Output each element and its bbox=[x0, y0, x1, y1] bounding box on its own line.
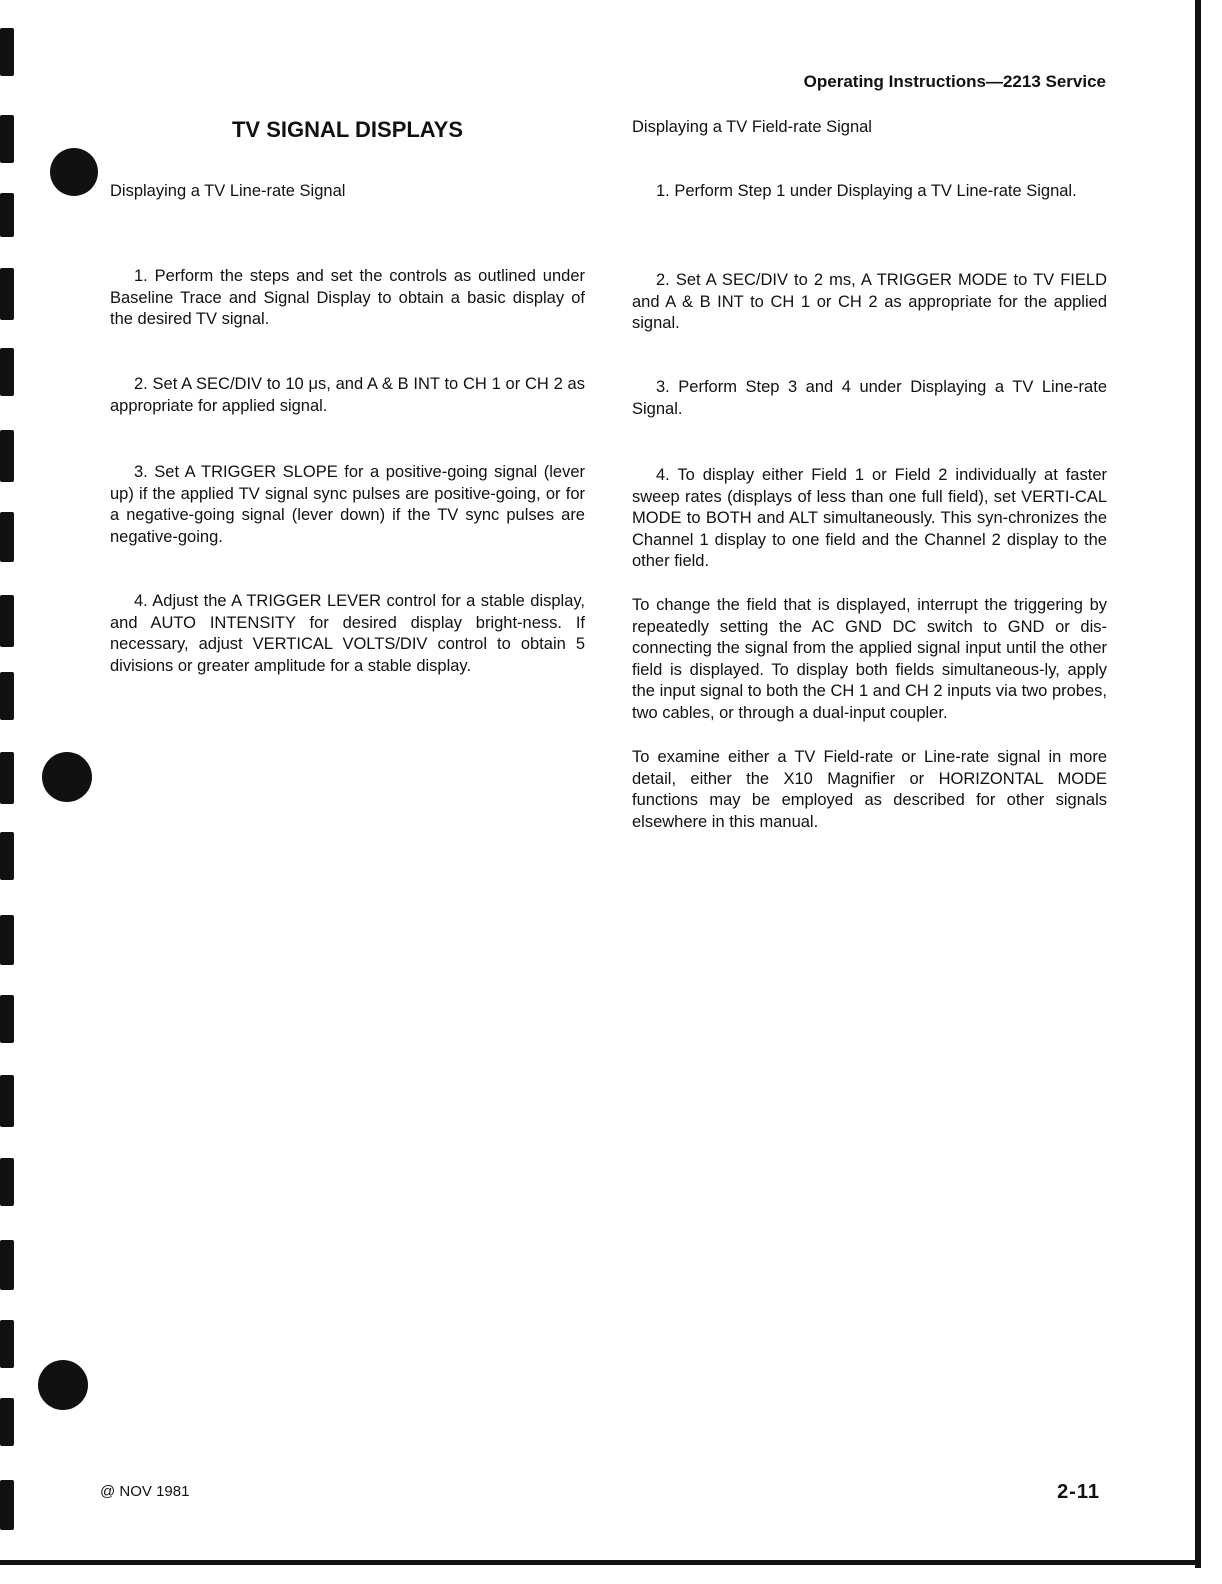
section-heading-line-rate: Displaying a TV Line-rate Signal bbox=[110, 182, 346, 200]
binder-mark bbox=[0, 1240, 14, 1290]
running-head: Operating Instructions—2213 Service bbox=[803, 72, 1106, 91]
page-number: 2-11 bbox=[1057, 1481, 1100, 1503]
line-rate-step-1: 1. Perform the steps and set the controls as outlined under Baseline Trace and Signal Display to obtain a basic display of the desired TV signal. bbox=[110, 267, 585, 328]
binder-mark bbox=[0, 1480, 14, 1530]
field-rate-paragraph-examine: To examine either a TV Field-rate or Line-rate signal in more detail, either the X10 Magnifier or HORIZONTAL MODE functions may be employed as described for other signals elsewhere in this manual. bbox=[632, 748, 1107, 831]
punch-hole bbox=[38, 1360, 88, 1410]
binder-mark bbox=[0, 115, 14, 163]
line-rate-step-3: 3. Set A TRIGGER SLOPE for a positive-going signal (lever up) if the applied TV signal sync pulses are positive-going, or for a negative-going signal (lever down) if the TV sync pulses are negative-going. bbox=[110, 463, 585, 546]
binder-mark bbox=[0, 752, 14, 804]
line-rate-step-4: 4. Adjust the A TRIGGER LEVER control for a stable display, and AUTO INTENSITY for desired display bright-ness. If necessary, adjust VERTICAL VOLTS/DIV control to obtain 5 divisions or greater amplitude for a stable display. bbox=[110, 592, 585, 675]
field-rate-paragraph-change-field: To change the field that is displayed, interrupt the triggering by repeatedly setting the AC GND DC switch to GND or dis-connecting the signal from the applied signal input until the other field is displayed. To display both fields simultaneous-ly, apply the input signal to both the CH 1 and CH 2 inputs via two probes, two cables, or through a dual-input coupler. bbox=[632, 596, 1107, 722]
binder-mark bbox=[0, 28, 14, 76]
binder-mark bbox=[0, 1158, 14, 1206]
page-title: TV SIGNAL DISPLAYS bbox=[231, 117, 464, 142]
binder-mark bbox=[0, 268, 14, 320]
copyright-date: @ NOV 1981 bbox=[100, 1483, 190, 1500]
field-rate-step-2: 2. Set A SEC/DIV to 2 ms, A TRIGGER MODE to TV FIELD and A & B INT to CH 1 or CH 2 as appropriate for the applied signal. bbox=[632, 271, 1107, 332]
binder-mark bbox=[0, 193, 14, 237]
binder-mark bbox=[0, 995, 14, 1043]
binder-mark bbox=[0, 832, 14, 880]
punch-hole bbox=[42, 752, 92, 802]
binder-mark bbox=[0, 915, 14, 965]
binder-mark bbox=[0, 430, 14, 482]
binder-mark bbox=[0, 672, 14, 720]
field-rate-step-4: 4. To display either Field 1 or Field 2 individually at faster sweep rates (displays of less than one full field), set VERTI-CAL MODE to BOTH and ALT simultaneously. This syn-chronizes the Channel 1 display to one field and the Channel 2 display to the other field. bbox=[632, 466, 1107, 570]
binder-mark bbox=[0, 1398, 14, 1446]
binder-mark bbox=[0, 1075, 14, 1127]
binder-mark bbox=[0, 348, 14, 396]
field-rate-step-3: 3. Perform Step 3 and 4 under Displaying a TV Line-rate Signal. bbox=[632, 378, 1107, 418]
line-rate-step-2: 2. Set A SEC/DIV to 10 μs, and A & B INT to CH 1 or CH 2 as appropriate for applied signal. bbox=[110, 375, 585, 415]
field-rate-step-1: 1. Perform Step 1 under Displaying a TV Line-rate Signal. bbox=[656, 182, 1077, 200]
section-heading-field-rate: Displaying a TV Field-rate Signal bbox=[632, 118, 872, 136]
page-border-bottom bbox=[0, 1560, 1201, 1565]
punch-hole bbox=[50, 148, 98, 196]
page-border-right bbox=[1195, 0, 1201, 1568]
binder-mark bbox=[0, 595, 14, 647]
binder-mark bbox=[0, 1320, 14, 1368]
binder-mark bbox=[0, 512, 14, 562]
